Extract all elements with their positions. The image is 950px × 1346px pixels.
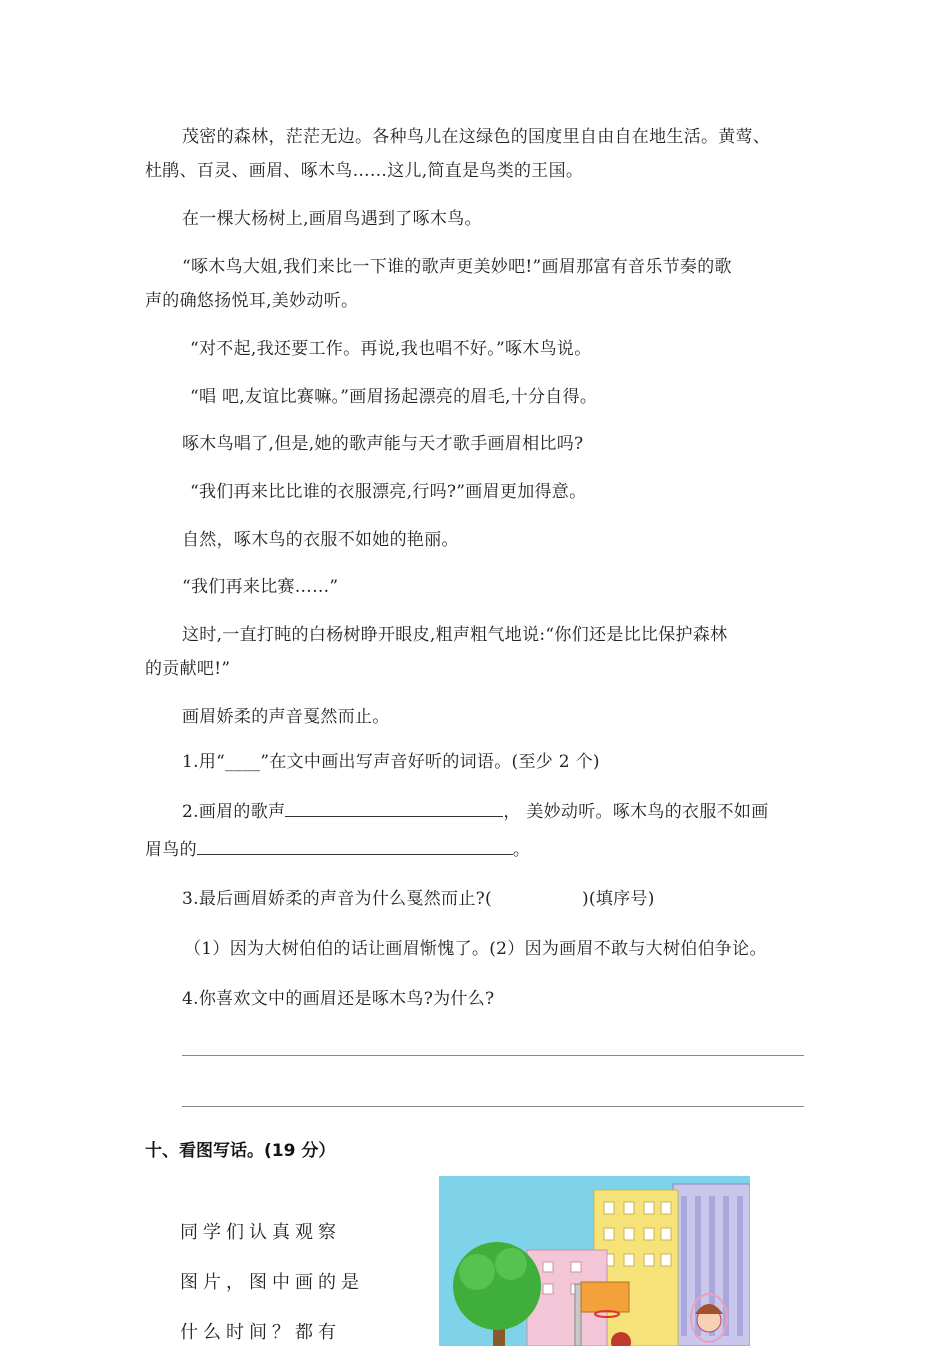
question-3 [182,888,655,910]
passage-line: 声的确悠扬悦耳,美妙动听。 [145,291,359,311]
question-3-text-b: )(填序号) [581,889,655,909]
answer-line[interactable] [182,1055,804,1056]
question-2 [182,801,769,823]
passage-line: “我们再来比赛……” [182,577,339,597]
passage-line: 啄木鸟唱了,但是,她的歌声能与天才歌手画眉相比吗? [182,434,584,454]
prompt-line: 同学们认真观察 [180,1222,341,1243]
passage-line: 自然，啄木鸟的衣服不如她的艳丽。 [182,530,459,550]
answer-blank[interactable] [197,840,513,855]
question-4: 4.你喜欢文中的画眉还是啄木鸟?为什么? [182,989,495,1009]
question-2-cont [145,839,530,861]
prompt-line: 什么时间？都有 [180,1322,341,1343]
passage-line: 在一棵大杨树上,画眉鸟遇到了啄木鸟。 [182,209,482,229]
question-1-underline-sample: ____ [225,752,261,772]
passage-line: “对不起,我还要工作。再说,我也唱不好。”啄木鸟说。 [190,339,592,359]
question-2-text-c: 眉鸟的 [145,840,197,860]
passage-line: 的贡献吧!” [145,659,231,679]
question-1 [182,751,600,773]
playground-scene [439,1176,750,1346]
question-2-text-b: ， 美妙动听。啄木鸟的衣服不如画 [503,802,769,822]
writing-prompt-illustration [439,1176,750,1346]
passage-line: “啄木鸟大姐,我们来比一下谁的歌声更美妙吧!”画眉那富有音乐节奏的歌 [182,257,732,277]
question-2-text-d: 。 [512,840,531,860]
question-2-text: 2.画眉的歌声 [182,802,286,822]
question-1-text: 1.用“ [182,752,226,772]
question-3-text: 3.最后画眉娇柔的声音为什么戛然而止?( [182,889,492,909]
answer-line[interactable] [182,1106,804,1107]
passage-line: 这时,一直打盹的白杨树睁开眼皮,粗声粗气地说:“你们还是比比保护森林 [182,625,728,645]
passage-line: 杜鹃、百灵、画眉、啄木鸟……这儿,简直是鸟类的王国。 [145,161,584,181]
passage-line: “我们再来比比谁的衣服漂亮,行吗?”画眉更加得意。 [190,482,587,502]
prompt-line: 图片，图中画的是 [180,1272,364,1293]
question-1-text-b: ”在文中画出写声音好听的词语。(至少 2 个) [260,752,600,772]
passage-line: “唱 吧,友谊比赛嘛。”画眉扬起漂亮的眉毛,十分自得。 [190,387,598,407]
question-3-options: （1）因为大树伯伯的话让画眉惭愧了。(2）因为画眉不敢与大树伯伯争论。 [184,939,767,959]
answer-blank[interactable] [285,802,503,817]
section-heading: 十、看图写话。(19 分） [145,1141,336,1161]
passage-line: 画眉娇柔的声音戛然而止。 [182,707,390,727]
hoop-pole [575,1284,581,1346]
passage-line: 茂密的森林，茫茫无边。各种鸟儿在这绿色的国度里自由自在地生活。黄莺、 [182,127,771,147]
backboard [581,1282,629,1312]
